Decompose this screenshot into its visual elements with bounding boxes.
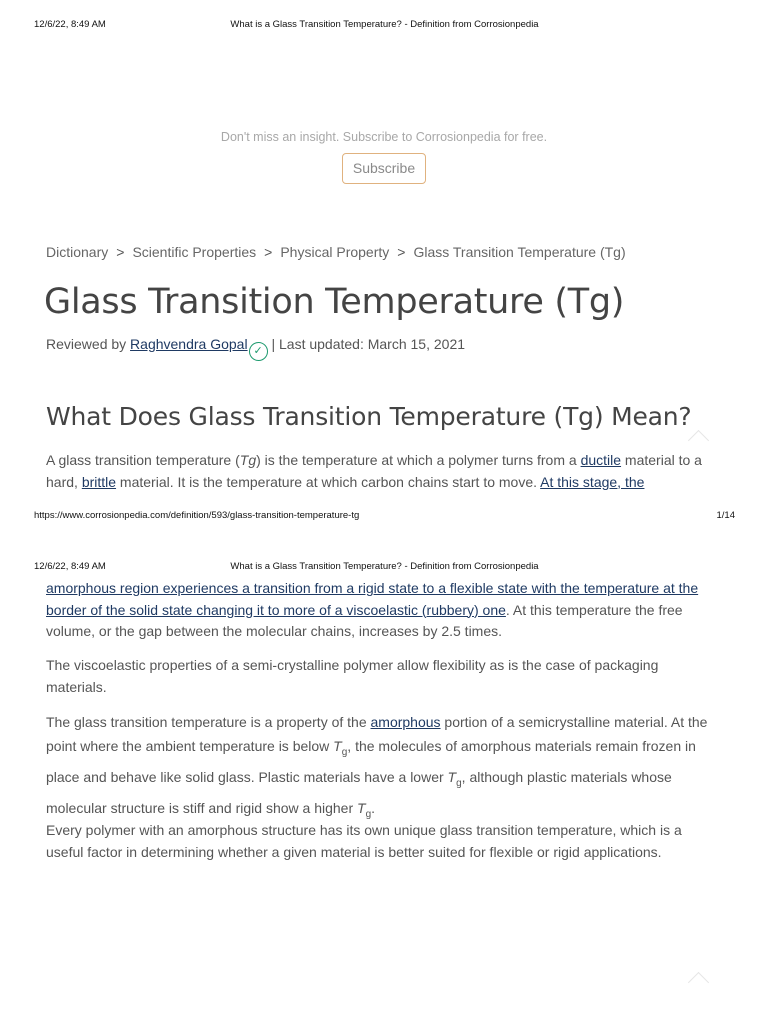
reviewer-link[interactable]: Raghvendra Gopal bbox=[130, 336, 248, 352]
text: portion of a semicrystalline material. At the point where the ambient temperature is below bbox=[46, 714, 708, 754]
verified-check-icon: ✓ bbox=[249, 342, 268, 361]
viscoelastic-paragraph: The viscoelastic properties of a semi-crystalline polymer allow flexibility as is the case of packaging materials. bbox=[46, 657, 659, 695]
text: material to a hard, bbox=[46, 452, 702, 490]
last-updated: | Last updated: March 15, 2021 bbox=[267, 336, 466, 352]
print-header-page-2 bbox=[34, 560, 735, 574]
breadcrumb-item-physical-property[interactable]: Physical Property bbox=[280, 244, 390, 260]
breadcrumb-item-scientific-properties[interactable]: Scientific Properties bbox=[132, 244, 257, 260]
amorphous-portion-paragraph bbox=[46, 710, 718, 826]
text: The glass transition temperature is a property of the bbox=[46, 714, 371, 730]
breadcrumb-separator: > bbox=[397, 244, 406, 260]
tg-subscript: g bbox=[341, 746, 348, 758]
breadcrumb-separator: > bbox=[116, 244, 125, 260]
breadcrumb-separator: > bbox=[264, 244, 273, 260]
breadcrumb-item-dictionary[interactable]: Dictionary bbox=[46, 244, 109, 260]
print-doc-title: What is a Glass Transition Temperature? - Definition from Corrosionpedia bbox=[230, 19, 539, 30]
definition-paragraph-start bbox=[46, 450, 718, 493]
tg-subscript: g bbox=[365, 808, 372, 820]
print-doc-title: What is a Glass Transition Temperature? - Definition from Corrosionpedia bbox=[230, 561, 539, 572]
brittle-link[interactable]: brittle bbox=[81, 473, 117, 490]
byline bbox=[46, 336, 726, 361]
tg-symbol: T bbox=[357, 799, 366, 816]
reviewed-prefix: Reviewed by bbox=[46, 336, 131, 352]
text: material. It is the temperature at which carbon chains start to move. bbox=[116, 473, 541, 490]
ductile-link[interactable]: ductile bbox=[580, 452, 622, 468]
scroll-top-chevron-icon[interactable] bbox=[688, 972, 709, 993]
text: A glass transition temperature ( bbox=[46, 452, 240, 468]
tg-subscript: g bbox=[456, 777, 462, 789]
text: , although plastic materials whose molecular structure is stiff and rigid show a higher bbox=[46, 768, 672, 816]
text: , the molecules of amorphous materials remain frozen in place and behave like solid glass. Plastic materials have a lower bbox=[46, 738, 696, 785]
page-title: Glass Transition Temperature (Tg) bbox=[44, 282, 625, 322]
print-datetime: 12/6/22, 8:49 AM bbox=[34, 19, 106, 30]
text: ) is the temperature at which a polymer turns from a bbox=[256, 452, 581, 468]
unique-tg-paragraph: Every polymer with an amorphous structure has its own unique glass transition temperature, which is a useful factor in determining whether a given material is better suited for flexible or rigid applications. bbox=[46, 822, 682, 860]
print-url: https://www.corrosionpedia.com/definition/593/glass-transition-temperature-tg bbox=[34, 510, 360, 521]
text: . bbox=[371, 799, 376, 816]
subscribe-promo bbox=[0, 130, 768, 184]
print-page-number: 1/14 bbox=[716, 510, 735, 521]
amorphous-region-link-continued[interactable]: amorphous region experiences a transition from a rigid state to a flexible state with the temperature at the border of the solid state changing it to more of a viscoelastic (rubbery) one bbox=[46, 580, 699, 618]
subscribe-button[interactable]: Subscribe bbox=[342, 153, 426, 184]
print-datetime: 12/6/22, 8:49 AM bbox=[34, 561, 106, 572]
tg-symbol: T bbox=[447, 768, 457, 785]
amorphous-link[interactable]: amorphous bbox=[370, 714, 441, 730]
amorphous-region-link[interactable]: At this stage, the bbox=[540, 473, 645, 490]
breadcrumb bbox=[46, 244, 726, 260]
definition-paragraph-continued bbox=[46, 578, 718, 643]
tg-italic: Tg bbox=[239, 452, 257, 468]
scroll-top-chevron-icon[interactable] bbox=[688, 430, 709, 451]
print-footer bbox=[34, 509, 735, 523]
text: . At this temperature the free volume, or the gap between the molecular chains, increases by 2.5 times. bbox=[46, 601, 683, 639]
promo-message: Don't miss an insight. Subscribe to Corrosionpedia for free. bbox=[220, 130, 548, 144]
tg-symbol: T bbox=[333, 738, 342, 754]
print-header bbox=[34, 18, 735, 32]
breadcrumb-item-current[interactable]: Glass Transition Temperature (Tg) bbox=[413, 244, 626, 260]
section-heading: What Does Glass Transition Temperature (Tg) Mean? bbox=[46, 402, 692, 431]
